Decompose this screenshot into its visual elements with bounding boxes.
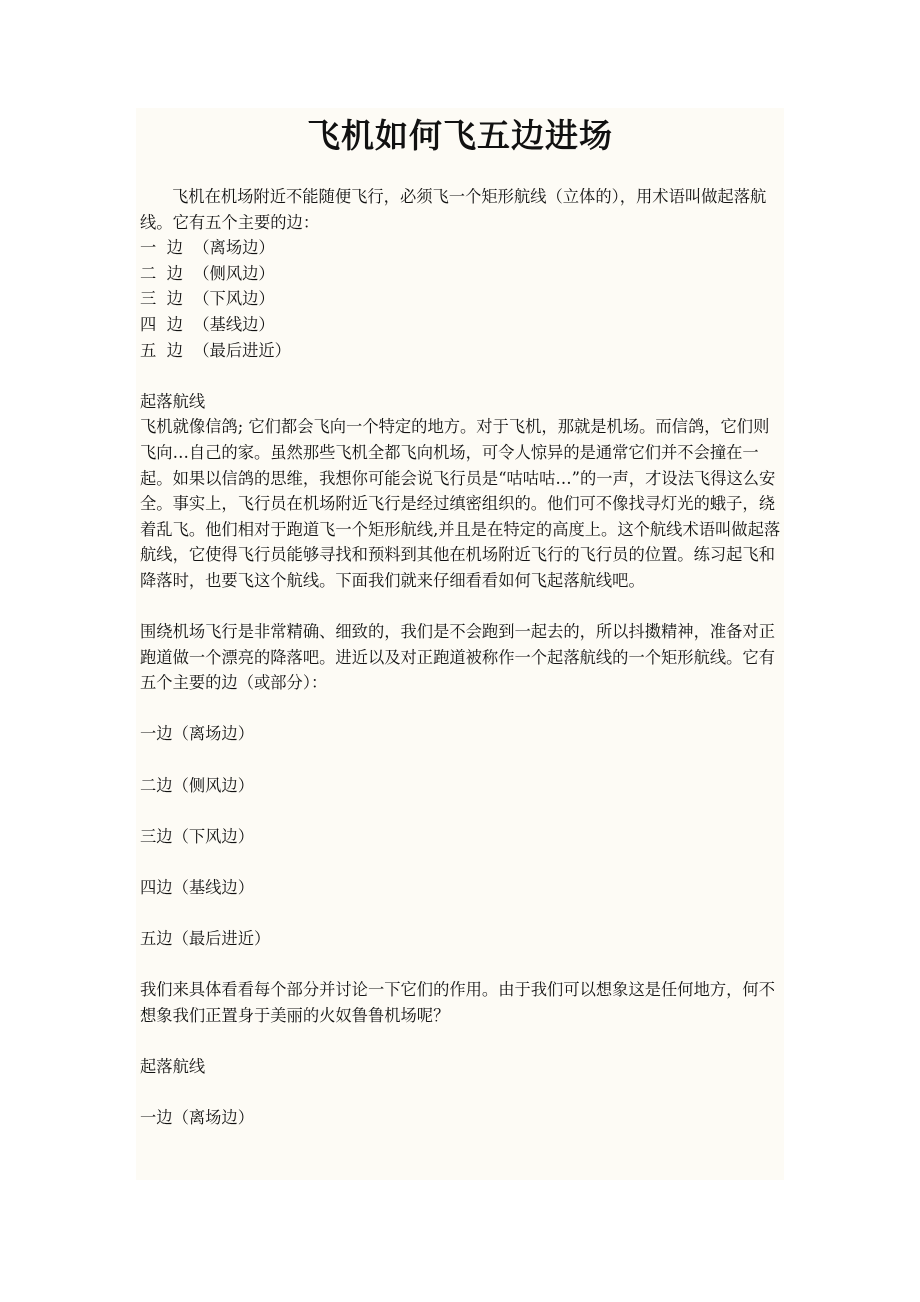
- leg-line: 二 边 （侧风边）: [140, 263, 275, 283]
- leg-line: 五 边 （最后进近）: [140, 340, 291, 360]
- leg-item: 四边（基线边）: [140, 878, 254, 898]
- leg-heading: 一边（离场边）: [140, 1108, 254, 1128]
- leg-item: 五边（最后进近）: [140, 929, 271, 949]
- leg-line: 三 边 （下风边）: [140, 289, 275, 309]
- section-heading: 起落航线: [140, 391, 206, 411]
- document-body: [140, 184, 782, 1131]
- paragraph: 飞机就像信鸽; 它们都会飞向一个特定的地方。对于飞机，那就是机场。而信鸽，它们则飞向…自己的家。虽然那些飞机全都飞向机场，可令人惊异的是通常它们并不会撞在一起。如果以信鸽的思维，我想你可能会说飞行员是“咕咕咕…”的一声，才设法飞得这么安全。事实上，飞行员在机场附近飞行是经过缜密组织的。他们可不像找寻灯光的蛾子，绕着乱飞。他们相对于跑道飞一个矩形航线,并且是在特定的高度上。这个航线术语叫做起落航线，它使得飞行员能够寻找和预料到其他在机场附近飞行的飞行员的位置。练习起飞和降落时，也要飞这个航线。下面我们就来仔细看看如何飞起落航线吧。: [140, 417, 781, 590]
- document-page: [136, 108, 784, 1180]
- leg-item: 一边（离场边）: [140, 724, 254, 744]
- leg-item: 二边（侧风边）: [140, 775, 254, 795]
- paragraph: 我们来具体看看每个部分并讨论一下它们的作用。由于我们可以想象这是任何地方，何不想象我们正置身于美丽的火奴鲁鲁机场呢？: [140, 980, 775, 1025]
- paragraph: 围绕机场飞行是非常精确、细致的，我们是不会跑到一起去的，所以抖擞精神，准备对正跑道做一个漂亮的降落吧。进近以及对正跑道被称作一个起落航线的一个矩形航线。它有五个主要的边（或部分）：: [140, 622, 775, 693]
- leg-line: 一 边 （离场边）: [140, 238, 275, 258]
- leg-item: 三边（下风边）: [140, 826, 254, 846]
- section-heading: 起落航线: [140, 1057, 206, 1077]
- leg-line: 四 边 （基线边）: [140, 314, 275, 334]
- intro-paragraph: 飞机在机场附近不能随便飞行，必须飞一个矩形航线（立体的），用术语叫做起落航线。它有五个主要的边：: [140, 187, 767, 232]
- document-title: 飞机如何飞五边进场: [307, 116, 613, 155]
